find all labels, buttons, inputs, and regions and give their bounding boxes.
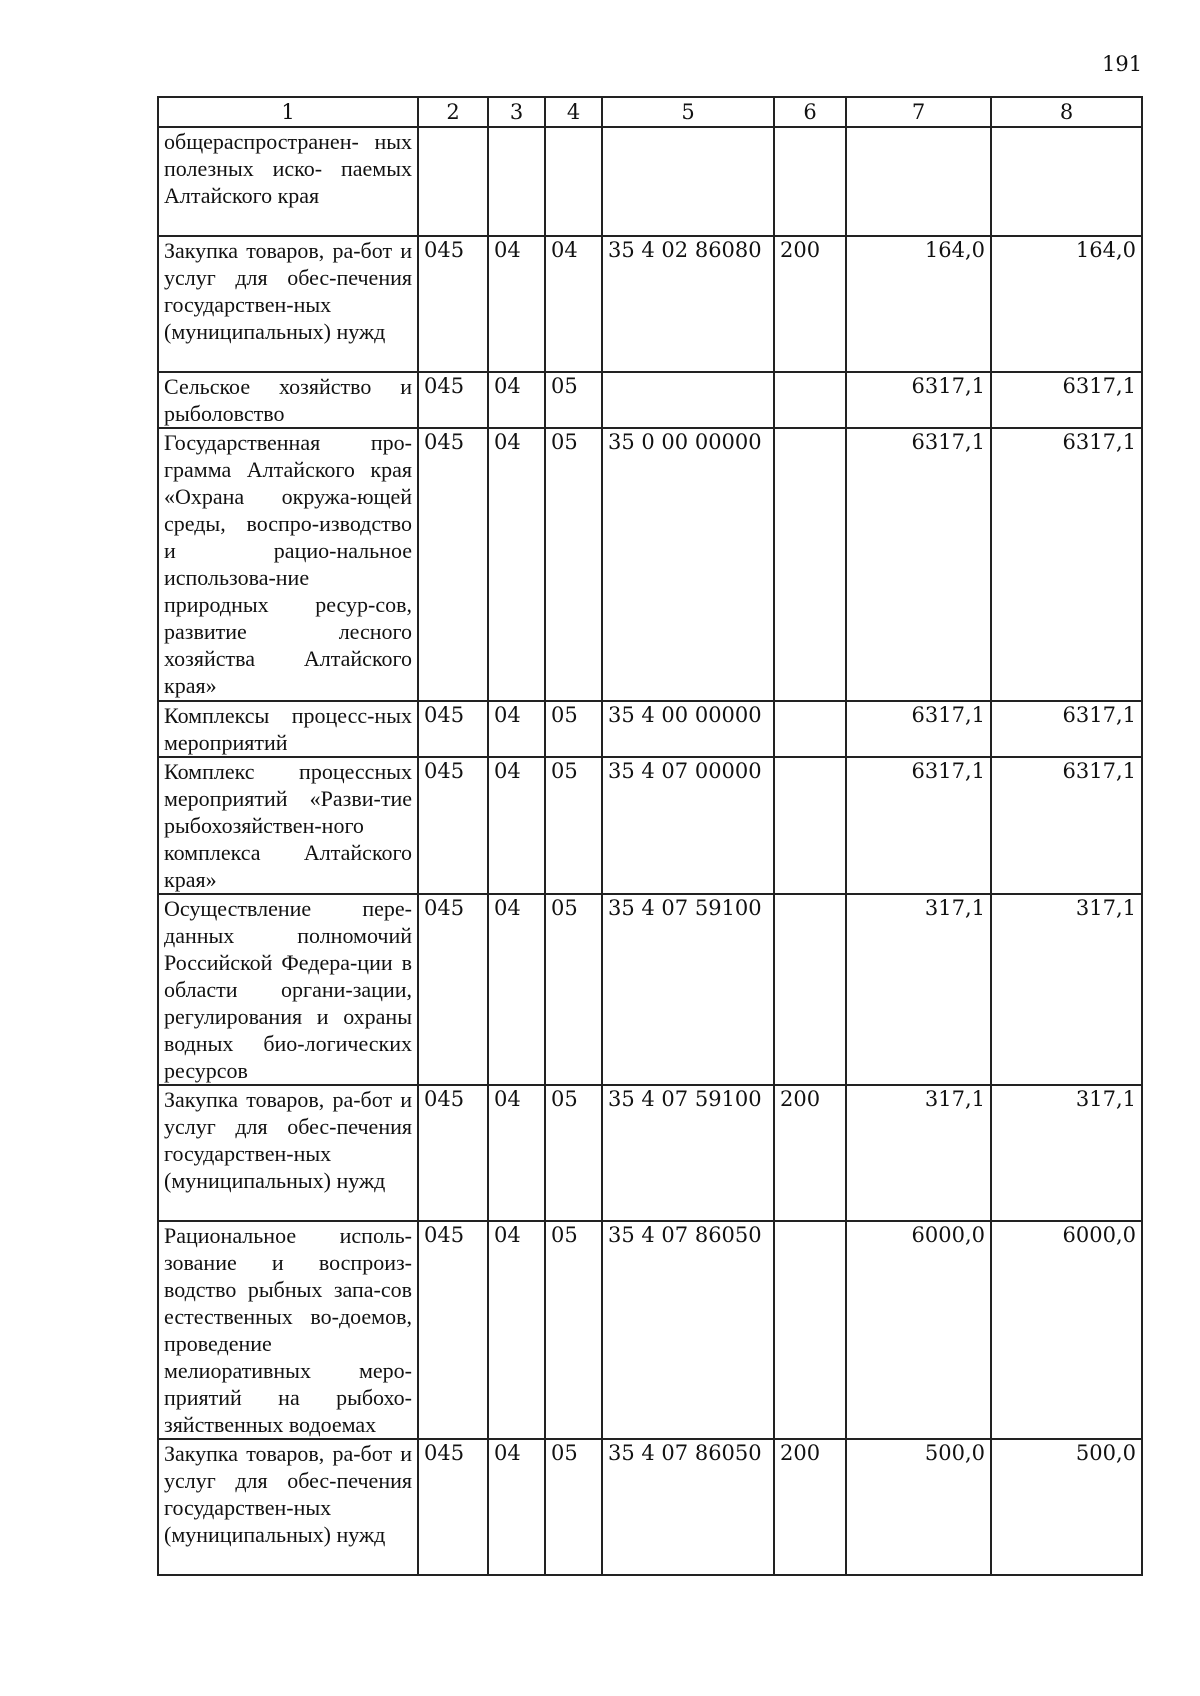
row-col-4: 05 xyxy=(545,894,602,1085)
table-row xyxy=(158,236,1142,372)
row-col-4: 05 xyxy=(545,1439,602,1575)
row-col-5: 35 4 00 00000 xyxy=(602,701,774,757)
table-row xyxy=(158,1439,1142,1575)
column-header-1: 1 xyxy=(158,97,418,127)
column-header-7: 7 xyxy=(846,97,991,127)
row-col-4: 05 xyxy=(545,1085,602,1221)
column-header-6: 6 xyxy=(774,97,846,127)
row-description: Комплекс процессных мероприятий «Разви-тие рыбохозяйствен-ного комплекса Алтайского края» xyxy=(158,757,418,894)
row-col-3: 04 xyxy=(488,757,545,894)
page-number: 191 xyxy=(1102,52,1143,76)
row-description: Рациональное исполь-зование и воспроиз-водство рыбных запа-сов естественных во-доемов, проведение мелиоративных меро-приятий на рыбохо-зяйственных водоемах xyxy=(158,1221,418,1439)
row-col-2: 045 xyxy=(418,428,488,701)
row-col-4: 05 xyxy=(545,428,602,701)
row-description: общераспространен- ных полезных иско- паемых Алтайского края xyxy=(158,127,418,236)
row-col-6 xyxy=(774,757,846,894)
row-col-5 xyxy=(602,372,774,428)
row-col-4: 05 xyxy=(545,1221,602,1439)
row-col-5: 35 4 07 59100 xyxy=(602,894,774,1085)
column-header-8: 8 xyxy=(991,97,1142,127)
table-row xyxy=(158,894,1142,1085)
row-col-8: 164,0 xyxy=(991,236,1142,372)
row-description: Государственная про-грамма Алтайского края «Охрана окружа-ющей среды, воспро-изводство и рацио-нальное использова-ние природных ресур-сов, развитие лесного хозяйства Алтайского края» xyxy=(158,428,418,701)
row-col-6: 200 xyxy=(774,1085,846,1221)
row-col-5: 35 4 02 86080 xyxy=(602,236,774,372)
row-col-6 xyxy=(774,701,846,757)
row-col-6: 200 xyxy=(774,1439,846,1575)
row-col-2 xyxy=(418,127,488,236)
column-header-3: 3 xyxy=(488,97,545,127)
row-col-7: 6317,1 xyxy=(846,757,991,894)
budget-table xyxy=(157,96,1143,1576)
row-description: Закупка товаров, ра-бот и услуг для обес-печения государствен-ных (муниципальных) нужд xyxy=(158,236,418,372)
row-col-6 xyxy=(774,1221,846,1439)
row-col-6 xyxy=(774,127,846,236)
table-row xyxy=(158,701,1142,757)
row-col-3 xyxy=(488,127,545,236)
row-col-3: 04 xyxy=(488,236,545,372)
row-description: Осуществление пере-данных полномочий Российской Федера-ции в области органи-зации, регулирования и охраны водных био-логических ресурсов xyxy=(158,894,418,1085)
row-col-2: 045 xyxy=(418,894,488,1085)
row-col-7: 6000,0 xyxy=(846,1221,991,1439)
row-col-8: 6317,1 xyxy=(991,757,1142,894)
row-col-4: 05 xyxy=(545,757,602,894)
row-col-3: 04 xyxy=(488,1221,545,1439)
row-col-4: 05 xyxy=(545,701,602,757)
row-col-6 xyxy=(774,428,846,701)
row-col-8: 6317,1 xyxy=(991,372,1142,428)
row-col-3: 04 xyxy=(488,428,545,701)
row-col-3: 04 xyxy=(488,894,545,1085)
row-col-7: 500,0 xyxy=(846,1439,991,1575)
row-col-5: 35 0 00 00000 xyxy=(602,428,774,701)
row-col-8: 6317,1 xyxy=(991,701,1142,757)
row-col-7: 317,1 xyxy=(846,894,991,1085)
row-col-5: 35 4 07 00000 xyxy=(602,757,774,894)
table-row xyxy=(158,757,1142,894)
column-header-5: 5 xyxy=(602,97,774,127)
table-row xyxy=(158,1221,1142,1439)
row-col-3: 04 xyxy=(488,701,545,757)
row-description: Закупка товаров, ра-бот и услуг для обес-печения государствен-ных (муниципальных) нужд xyxy=(158,1085,418,1221)
row-col-8: 6317,1 xyxy=(991,428,1142,701)
row-col-3: 04 xyxy=(488,1085,545,1221)
table-row xyxy=(158,372,1142,428)
row-col-8 xyxy=(991,127,1142,236)
row-col-7: 6317,1 xyxy=(846,372,991,428)
row-col-2: 045 xyxy=(418,701,488,757)
row-col-2: 045 xyxy=(418,236,488,372)
row-col-2: 045 xyxy=(418,372,488,428)
column-header-4: 4 xyxy=(545,97,602,127)
row-col-8: 317,1 xyxy=(991,1085,1142,1221)
row-col-3: 04 xyxy=(488,1439,545,1575)
row-description: Закупка товаров, ра-бот и услуг для обес-печения государствен-ных (муниципальных) нужд xyxy=(158,1439,418,1575)
row-col-8: 317,1 xyxy=(991,894,1142,1085)
row-col-4 xyxy=(545,127,602,236)
row-col-3: 04 xyxy=(488,372,545,428)
row-col-5: 35 4 07 59100 xyxy=(602,1085,774,1221)
row-col-2: 045 xyxy=(418,1085,488,1221)
row-col-6: 200 xyxy=(774,236,846,372)
row-description: Комплексы процесс-ных мероприятий xyxy=(158,701,418,757)
row-col-6 xyxy=(774,372,846,428)
table-row xyxy=(158,127,1142,236)
row-col-5 xyxy=(602,127,774,236)
row-col-4: 04 xyxy=(545,236,602,372)
row-col-8: 6000,0 xyxy=(991,1221,1142,1439)
row-col-4: 05 xyxy=(545,372,602,428)
row-col-5: 35 4 07 86050 xyxy=(602,1221,774,1439)
header-row xyxy=(158,97,1142,127)
row-col-2: 045 xyxy=(418,1221,488,1439)
row-col-2: 045 xyxy=(418,757,488,894)
row-col-8: 500,0 xyxy=(991,1439,1142,1575)
table-row xyxy=(158,1085,1142,1221)
row-col-5: 35 4 07 86050 xyxy=(602,1439,774,1575)
row-col-7 xyxy=(846,127,991,236)
row-col-2: 045 xyxy=(418,1439,488,1575)
row-col-7: 6317,1 xyxy=(846,701,991,757)
row-description: Сельское хозяйство и рыболовство xyxy=(158,372,418,428)
row-col-6 xyxy=(774,894,846,1085)
row-col-7: 6317,1 xyxy=(846,428,991,701)
row-col-7: 164,0 xyxy=(846,236,991,372)
table-row xyxy=(158,428,1142,701)
row-col-7: 317,1 xyxy=(846,1085,991,1221)
column-header-2: 2 xyxy=(418,97,488,127)
